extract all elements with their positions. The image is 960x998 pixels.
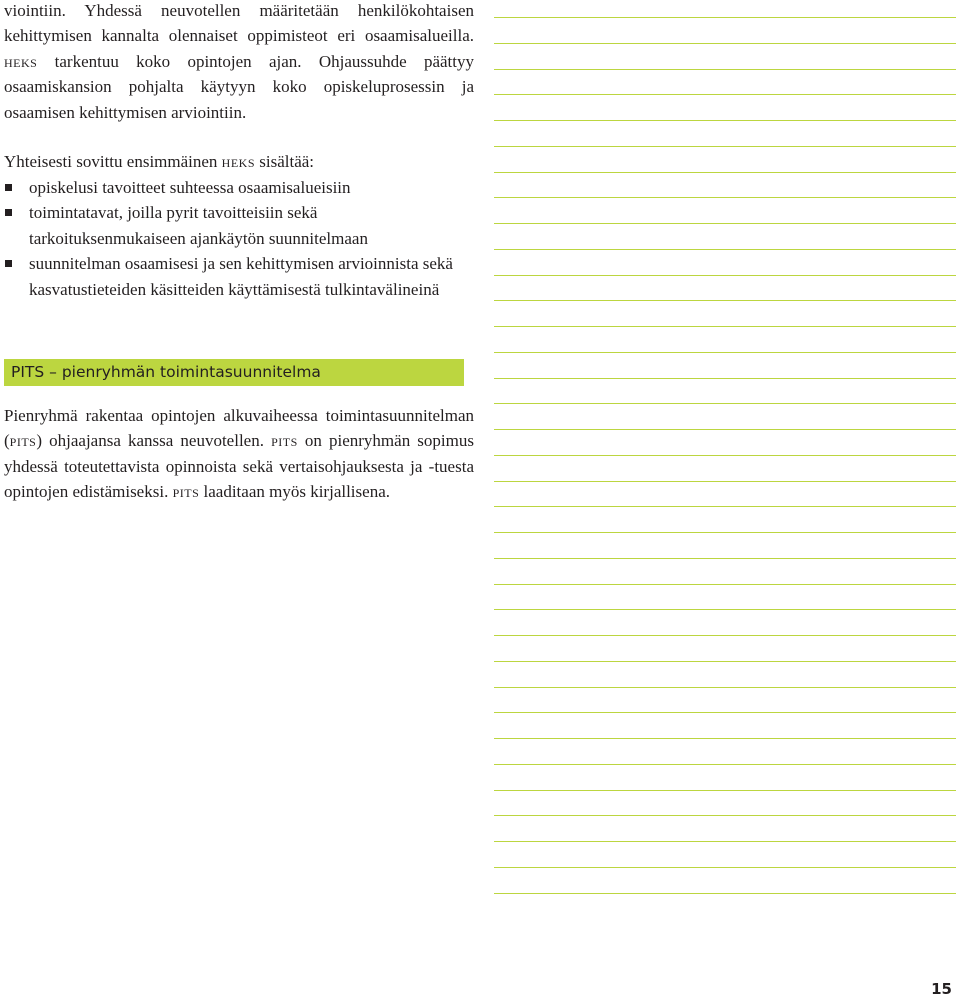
square-bullet-icon: [5, 184, 12, 191]
note-line: [494, 841, 956, 842]
square-bullet-icon: [5, 209, 12, 216]
note-line: [494, 738, 956, 739]
square-bullet-icon: [5, 260, 12, 267]
note-line: [494, 867, 956, 868]
bullet-list-lead: [4, 149, 474, 174]
note-line: [494, 429, 956, 430]
note-line: [494, 712, 956, 713]
pits-abbreviation: pits: [9, 431, 37, 451]
note-line: [494, 197, 956, 198]
page-number: 15: [931, 980, 952, 998]
note-line: [494, 352, 956, 353]
note-line: [494, 584, 956, 585]
note-line: [494, 223, 956, 224]
note-line: [494, 687, 956, 688]
note-line: [494, 506, 956, 507]
heks-contents-list: [4, 175, 474, 302]
note-line: [494, 790, 956, 791]
paragraph3-text-d: laaditaan myös kirjallisena.: [199, 482, 390, 502]
section-heading: PITS – pienryhmän toimintasuunnitelma: [11, 363, 321, 381]
note-line: [494, 326, 956, 327]
note-line: [494, 146, 956, 147]
note-line: [494, 378, 956, 379]
note-line: [494, 764, 956, 765]
heks-abbreviation: heks: [4, 51, 38, 71]
pits-abbreviation: pits: [172, 482, 200, 502]
note-line: [494, 275, 956, 276]
list-item: [4, 175, 474, 200]
section-heading-bar: [4, 359, 464, 386]
note-line: [494, 172, 956, 173]
lead-text-b: sisältää:: [255, 152, 315, 171]
heks-abbreviation: heks: [221, 152, 256, 171]
note-line: [494, 609, 956, 610]
list-item-text: opiskelusi tavoitteet suhteessa osaamisalueisiin: [29, 178, 351, 197]
paragraph3-text-a: Pienryhmä rakentaa opintojen alkuvaiheessa toimintasuunnitelman (: [4, 406, 474, 451]
notes-lines-area: [494, 0, 956, 920]
list-item-text: toimintatavat, joilla pyrit tavoitteisiin sekä tarkoituksenmukaiseen ajankäytön suunnitelmaan: [29, 203, 368, 248]
note-line: [494, 661, 956, 662]
note-line: [494, 532, 956, 533]
note-line: [494, 815, 956, 816]
list-item: [4, 251, 474, 302]
lead-text-a: Yhteisesti sovittu ensimmäinen: [4, 152, 222, 171]
note-line: [494, 455, 956, 456]
list-item-text: suunnitelman osaamisesi ja sen kehittymisen arvioinnista sekä kasvatustieteiden käsitteiden käyttämisestä tulkintavälineinä: [29, 254, 453, 299]
paragraph-heks-intro: [4, 0, 474, 125]
note-line: [494, 69, 956, 70]
paragraph3-text-c: on pienryhmän sopimus yhdessä toteutettavista opinnoista sekä vertaisohjauksesta ja -tuesta opintojen edistämiseksi.: [4, 431, 474, 502]
note-line: [494, 17, 956, 18]
note-line: [494, 300, 956, 301]
note-line: [494, 893, 956, 894]
note-line: [494, 558, 956, 559]
note-line: [494, 635, 956, 636]
list-item: [4, 200, 474, 251]
note-line: [494, 43, 956, 44]
note-line: [494, 120, 956, 121]
note-line: [494, 249, 956, 250]
note-line: [494, 481, 956, 482]
note-line: [494, 94, 956, 95]
paragraph3-text-b: ) ohjaajansa kanssa neuvotellen.: [36, 431, 272, 451]
pits-abbreviation: pits: [271, 431, 298, 451]
paragraph-pits: [4, 403, 474, 505]
note-line: [494, 403, 956, 404]
paragraph1-text-a: viointiin. Yhdessä neuvotellen määritetään henkilökohtaisen kehittymisen kannalta olennaiset oppimisteot eri osaamisalueilla.: [4, 1, 474, 46]
paragraph1-text-b: tarkentuu koko opintojen ajan. Ohjaussuhde päättyy osaamiskansion pohjalta käytyyn koko opiskeluprosessin ja osaamisen kehittymisen arviointiin.: [4, 51, 474, 122]
